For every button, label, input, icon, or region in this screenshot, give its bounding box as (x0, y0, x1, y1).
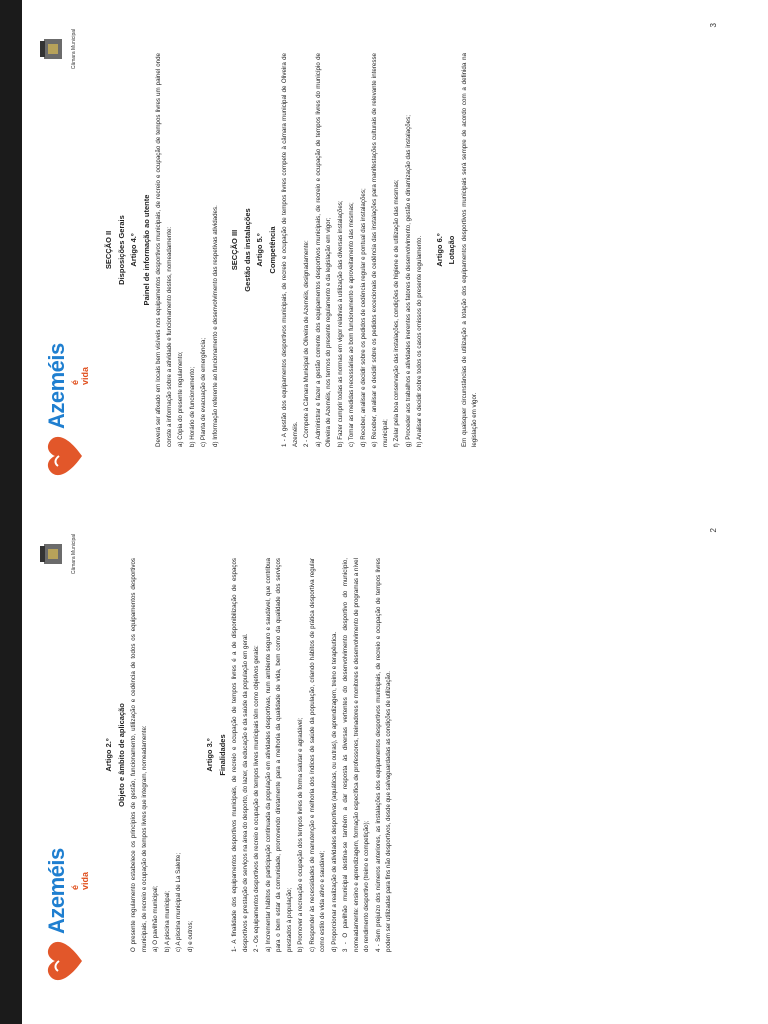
art5-line: d) Receber, analisar e decidir sobre os pedidos de cedência regular e pontual das instalações; (359, 188, 367, 447)
page-number: 3 (709, 23, 718, 28)
section-2-subtitle: Disposições Gerais (116, 215, 126, 285)
document-page-2 (30, 510, 730, 1000)
art4-line: Deverá ser afixado em locais bem visíveis nos equipamentos desportivos municipais, de recreio e ocupação de tempos livres um painel onde conste a informação sobre a atividade e funcionamento destes, nomeadamente: (155, 53, 173, 447)
heart-logo-icon (42, 431, 86, 481)
art5-line: f) Zelar pela boa conservação das instalações, condições de higiene e de utilização das mesmas; (393, 179, 400, 447)
art4-line: b) Horário de funcionamento; (188, 366, 196, 447)
art3-line: 4 - Sem prejuízo dos números anteriores, as instalações dos equipamentos desportivos municipais, de recreio e ocupação de tempos livres podem ser utilizadas para fins não desportivos, desde que salvaguardadas as condições de utilização. (374, 558, 392, 952)
article-5-subtitle: Competência (267, 226, 277, 274)
art5-line: 2 - Compete à Câmara Municipal de Oliveira de Azeméis, designadamente: (303, 240, 310, 447)
viewer-gutter (0, 0, 22, 1024)
page-3-content (102, 53, 482, 447)
art3-line: d) Proporcionar a realização de atividades desportivas (aquáticas, ou outras), de aprendizagem, treino e terapêutica. (330, 631, 338, 952)
article-3-subtitle: Finalidades (217, 734, 227, 776)
municipal-crest (38, 19, 78, 79)
art5-line: e) Receber, analisar e decidir sobre os pedidos excecionais de cedência das instalações para manifestações culturais de relevante interesse municipal; (371, 53, 389, 447)
heart-logo-icon (42, 936, 86, 986)
article-6-title: Artigo 6.º (434, 233, 444, 267)
azemeis-logo (42, 848, 92, 986)
article-3-title: Artigo 3.º (205, 738, 214, 772)
article-4-subtitle: Painel de informação ao utente (141, 194, 151, 306)
art5-line: 1 - A gestão dos equipamentos desportivos municipais, de recreio e ocupação de tempos livres compete à câmara municipal de Oliveira de Azeméis. (281, 53, 299, 447)
art5-line: b) Fazer cumprir todas as normas em vigor relativas à utilização das diversas instalações; (336, 200, 344, 447)
article-4-title: Artigo 4.º (129, 233, 138, 267)
art5-line: h) Analisar e decidir sobre todos os casos omissos do presente regulamento. (416, 235, 423, 447)
page-number: 2 (709, 528, 718, 533)
art4-line: c) Planta de evacuação de emergência; (200, 337, 207, 447)
art3-line: c) Responder às necessidades de manutenção e melhoria dos índices de saúde da população, criando hábitos de prática desportiva regular como estilo de vida ativo e saudável; (308, 558, 326, 952)
art2-line: d) e outros; (186, 920, 194, 952)
art5-line: a) Administrar e fazer a gestão corrente dos equipamentos desportivos municipais, de recreio e ocupação de tempos livres do município de Oliveira de Azeméis, nos termos do presente regulamento e da legislação em vigor; (314, 53, 332, 447)
article-2-subtitle: Objeto e âmbito de aplicação (116, 703, 126, 807)
logo-tag: é vida (70, 871, 90, 890)
art2-line: b) A piscina municipal; (163, 890, 171, 952)
art2-line: c) A piscina municipal de La Salette; (175, 852, 182, 952)
article-2-title: Artigo 2.º (104, 738, 113, 772)
art3-line: a) Incrementar hábitos de participação continuada da população em atividades desportivas, num ambiente seguro e saudável, que contribua para o bem estar da comunidade, promovendo diretamente para a melhoria da qualidade de vida, bem como da qualidade dos serviços prestados à população; (264, 558, 293, 952)
article-6-subtitle: Lotação (447, 235, 456, 265)
logo-brand: Azeméis (44, 848, 69, 934)
section-2-title: SECÇÃO II (104, 230, 113, 270)
crest-label: Câmara Municipal (71, 28, 77, 70)
crest-icon (38, 36, 66, 62)
article-5-title: Artigo 5.º (255, 233, 264, 267)
art2-line: O presente regulamento estabelece os princípios de gestão, funcionamento, utilização e cedência de todos os equipamentos desportivos municipais, de recreio e ocupação de tempos livres que integram, nomeadamente: (130, 558, 148, 952)
art5-line: g) Proceder aos trabalhos e atividades inerentes aos fatores de desenvolvimento, gestão e dinamização das instalações; (404, 115, 412, 447)
section-3-subtitle: Gestão das instalações (242, 208, 252, 292)
art3-line: 3 - O pavilhão municipal destina-se também a dar resposta às diversas vertentes do desenvolvimento desportivo do município, nomeadamente: ensino e aprendizagem, formação específica de professores, treinadores e monitores e desenvolvimento de programas a nível do rendimento desportivo (treino e competição); (342, 558, 370, 952)
logo-tag: é vida (70, 366, 90, 385)
azemeis-logo (42, 343, 92, 481)
art4-line: a) Cópia do presente regulamento; (177, 351, 184, 447)
art5-line: c) Tomar as medidas necessárias ao bom funcionamento e aproveitamento das mesmas; (348, 202, 355, 447)
art6-line: Em quaisquer circunstâncias de utilização a lotação dos equipamentos desportivos municipais será sempre de acordo com a definida na legislação em vigor. (460, 53, 478, 447)
logo-brand: Azeméis (44, 343, 69, 429)
art3-line: 2 - Os equipamentos desportivos de recreio e ocupação de tempos livres municipais têm como objetivos gerais: (253, 645, 260, 952)
section-3-title: SECÇÃO III (230, 229, 239, 271)
art4-line: d) Informação referente ao funcionamento e desenvolvimento das respetivas atividades. (211, 205, 219, 447)
crest-icon (38, 541, 66, 567)
document-page-3 (30, 5, 730, 495)
art3-line: b) Promover a recreação e ocupação dos tempos livres de forma salutar e agradável; (297, 717, 304, 952)
municipal-crest (38, 524, 78, 584)
art3-line: 1- A finalidade dos equipamentos desportivos municipais, de recreio e ocupação de tempos livres é a de disponibilização de espaços desportivos e prestação de serviços na área do desporto, do lazer, da educação e da saúde da população em geral. (231, 558, 249, 952)
art2-line: a) O pavilhão municipal; (152, 885, 159, 952)
crest-label: Câmara Municipal (71, 533, 77, 575)
page-2-content (102, 558, 396, 952)
